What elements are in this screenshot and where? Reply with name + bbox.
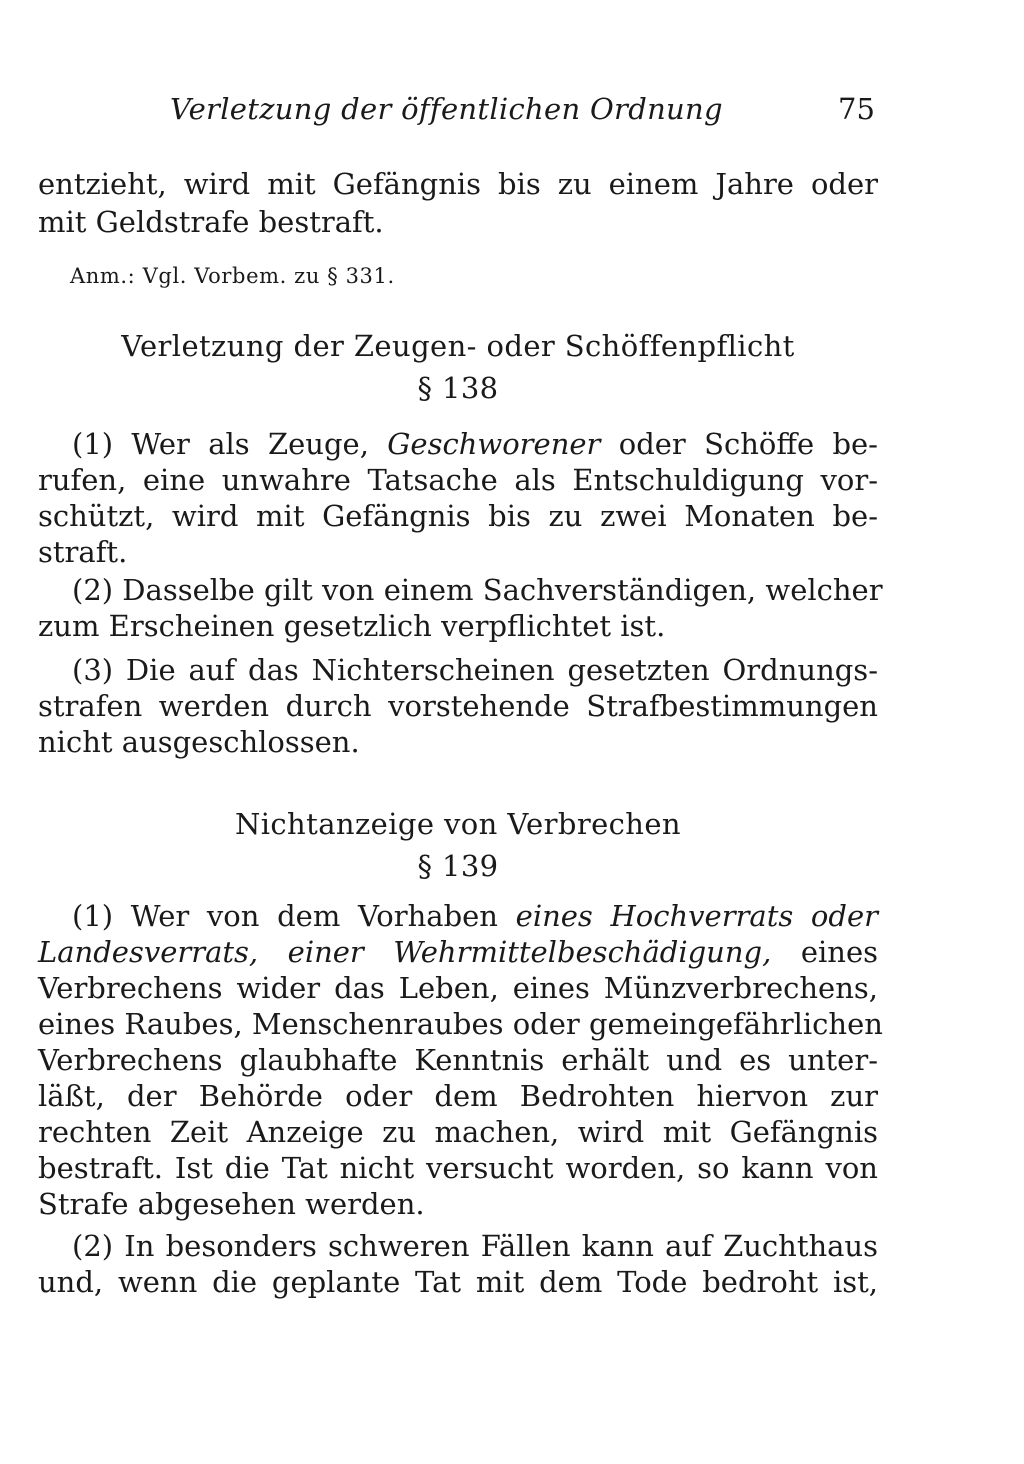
text-line: und, wenn die geplante Tat mit dem Tode bedroht ist, bbox=[38, 1265, 878, 1299]
text-line: strafen werden durch vorstehende Strafbestimmungen bbox=[38, 689, 878, 723]
running-head bbox=[170, 92, 875, 136]
section-number-138: § 138 bbox=[417, 371, 499, 405]
text-line bbox=[38, 898, 878, 934]
text-span: eines bbox=[771, 935, 878, 969]
page-number: 75 bbox=[838, 92, 875, 126]
running-head-title: Verletzung der öffentlichen Ordnung bbox=[170, 92, 723, 126]
text-span: (1) Wer als Zeuge, bbox=[72, 427, 388, 461]
text-line: rechten Zeit Anzeige zu machen, wird mit Gefängnis bbox=[38, 1115, 878, 1149]
text-line: (2) In besonders schweren Fällen kann auf Zuchthaus bbox=[72, 1229, 878, 1263]
text-line: Strafe abgesehen werden. bbox=[38, 1187, 425, 1221]
text-line: (3) Die auf das Nichterscheinen gesetzten Ordnungs- bbox=[72, 653, 878, 687]
annotation-note: Anm.: Vgl. Vorbem. zu § 331. bbox=[70, 264, 395, 288]
text-line bbox=[38, 426, 878, 462]
text-line: schützt, wird mit Gefängnis bis zu zwei Monaten be- bbox=[38, 499, 878, 533]
text-line: nicht ausgeschlossen. bbox=[38, 725, 360, 759]
text-line: eines Raubes, Menschenraubes oder gemeingefährlichen bbox=[38, 1007, 883, 1041]
section-heading-138: Verletzung der Zeugen- oder Schöffenpflicht bbox=[121, 329, 795, 363]
section-heading-139: Nichtanzeige von Verbrechen bbox=[234, 807, 682, 841]
text-line: mit Geldstrafe bestraft. bbox=[38, 205, 384, 239]
text-line: bestraft. Ist die Tat nicht versucht worden, so kann von bbox=[38, 1151, 878, 1185]
italic-term: eines Hochverrats oder bbox=[515, 899, 878, 933]
text-span: oder Schöffe be- bbox=[600, 427, 878, 461]
text-line: läßt, der Behörde oder dem Bedrohten hiervon zur bbox=[38, 1079, 878, 1113]
italic-term: Landesverrats, einer Wehrmittelbeschädigung, bbox=[38, 935, 772, 969]
text-line: entzieht, wird mit Gefängnis bis zu einem Jahre oder bbox=[38, 167, 878, 201]
text-line: Verbrechens wider das Leben, eines Münzverbrechens, bbox=[38, 971, 878, 1005]
text-line bbox=[38, 934, 878, 970]
italic-term: Geschworener bbox=[387, 427, 601, 461]
section-number-139: § 139 bbox=[417, 849, 499, 883]
text-line: (2) Dasselbe gilt von einem Sachverständigen, welcher bbox=[72, 573, 883, 607]
text-line: rufen, eine unwahre Tatsache als Entschuldigung vor- bbox=[38, 463, 878, 497]
text-line: zum Erscheinen gesetzlich verpflichtet ist. bbox=[38, 609, 666, 643]
text-line: straft. bbox=[38, 535, 128, 569]
text-span: (1) Wer von dem Vorhaben bbox=[72, 899, 516, 933]
text-line: Verbrechens glaubhafte Kenntnis erhält und es unter- bbox=[38, 1043, 878, 1077]
